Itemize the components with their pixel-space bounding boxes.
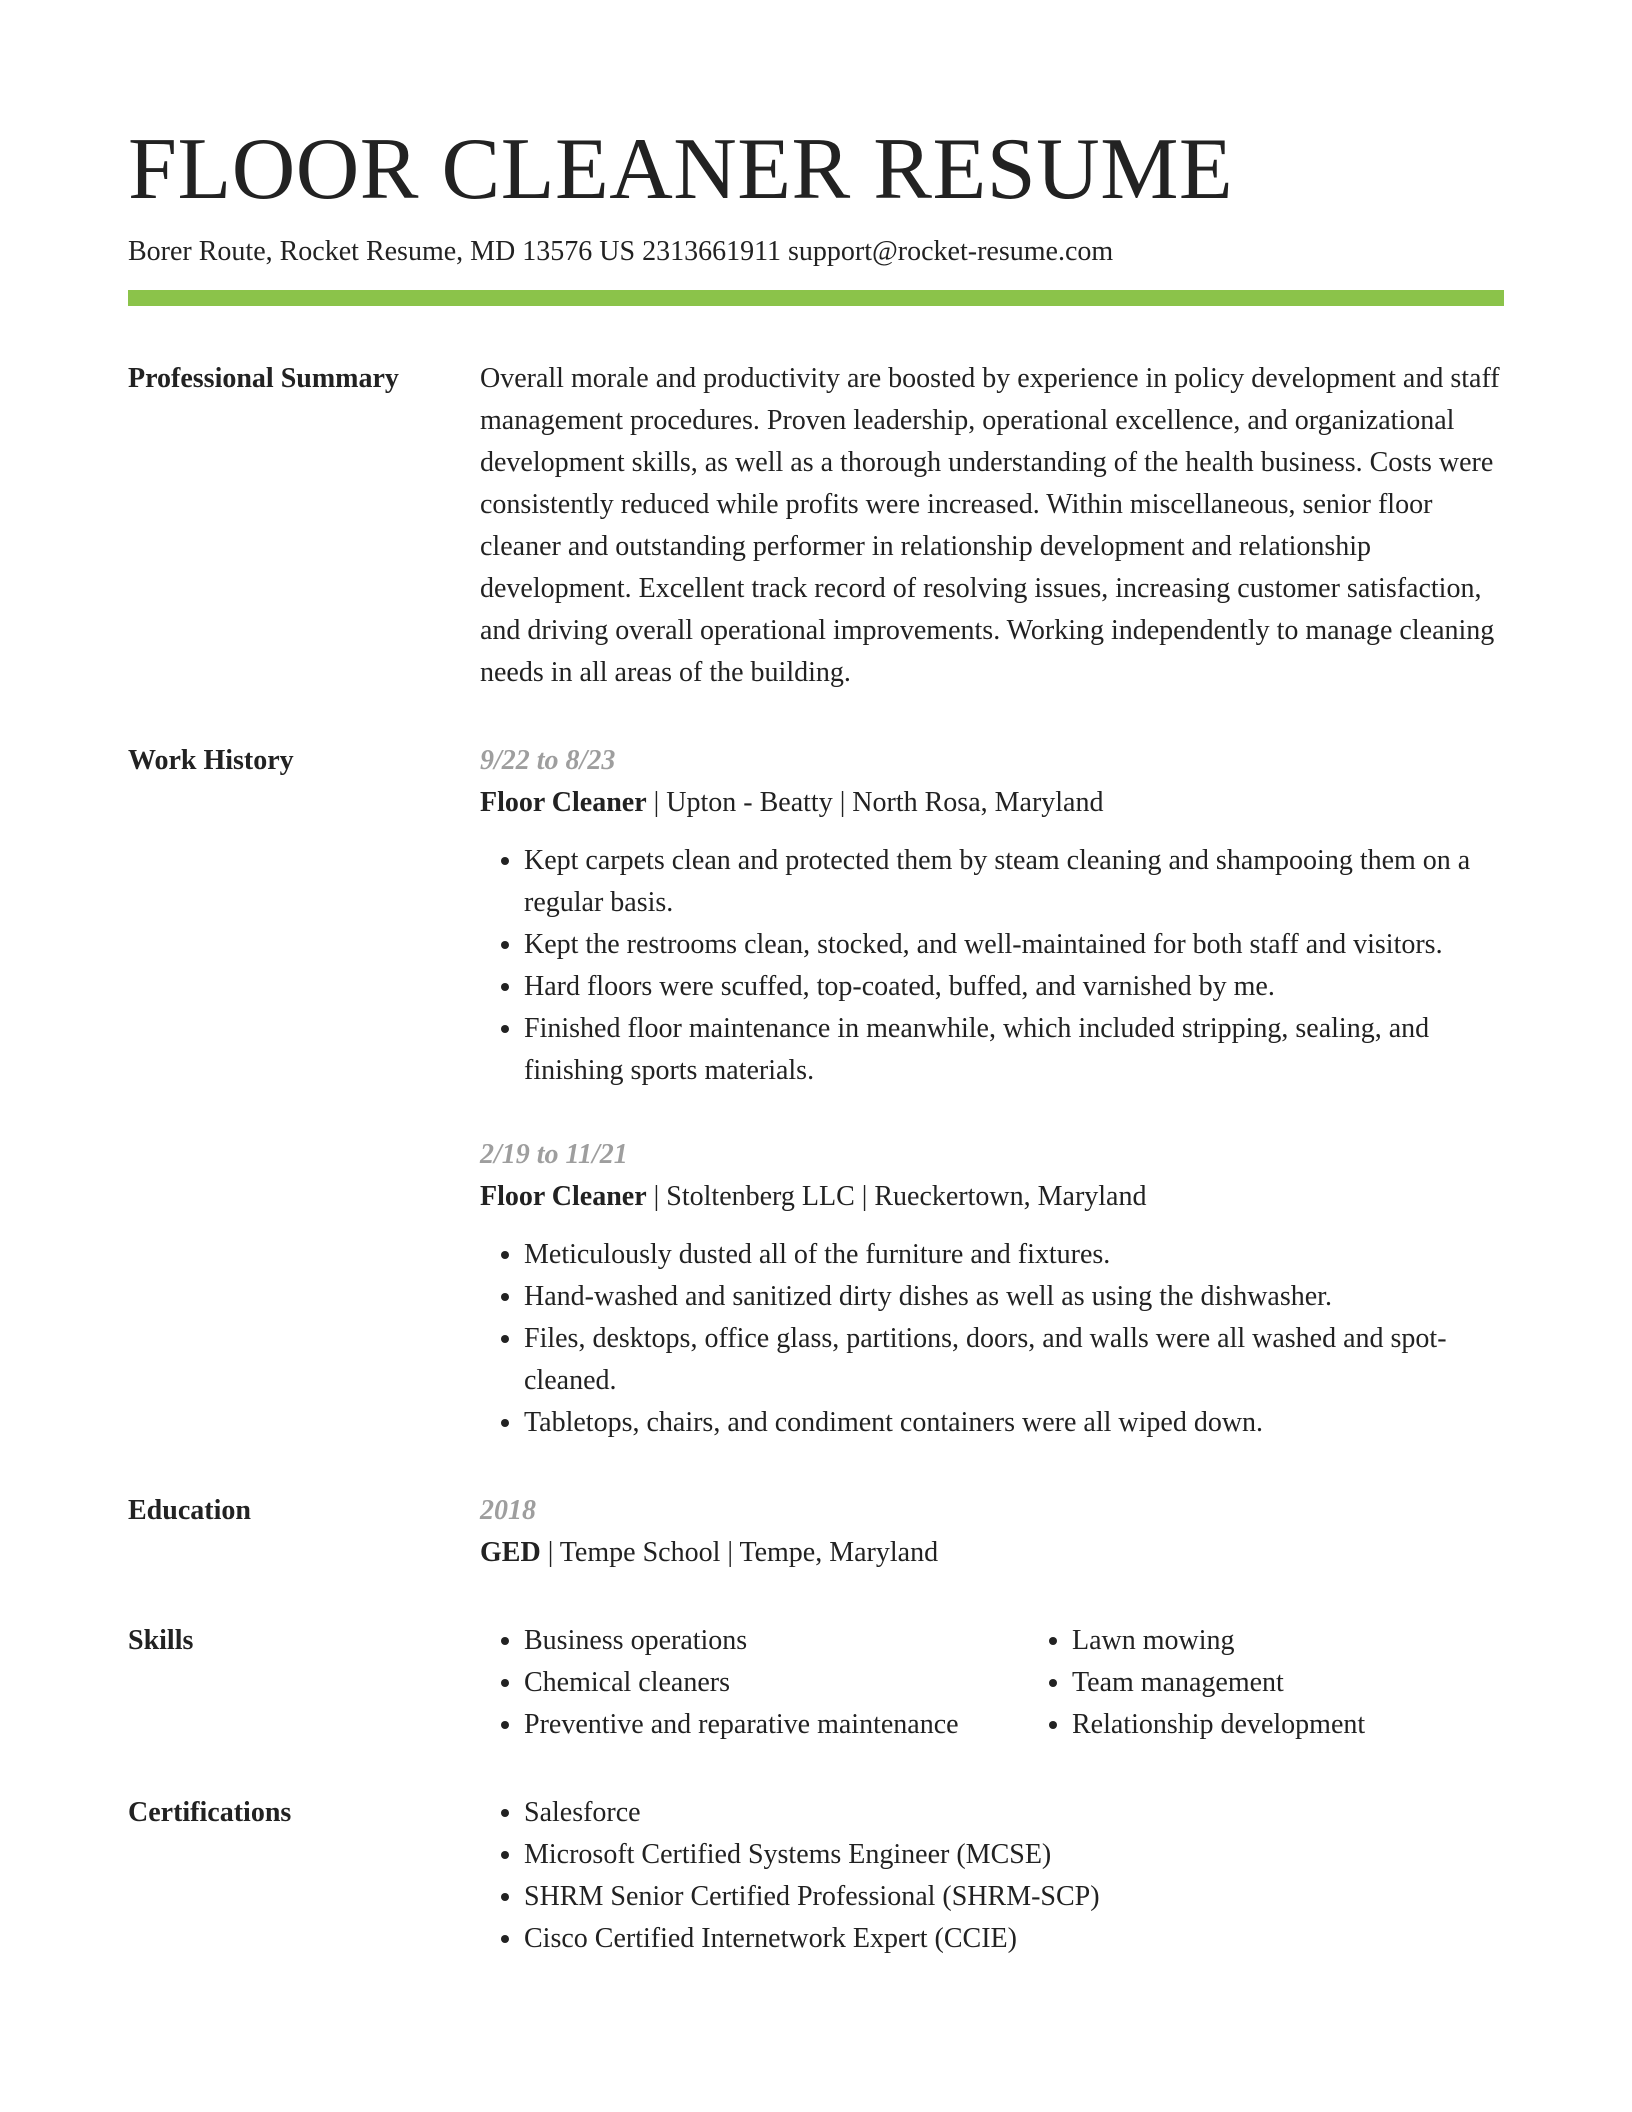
- section-label-education: Education: [128, 1495, 251, 1526]
- job-entry: [480, 1134, 1504, 1444]
- certification-item: • Microsoft Certified Systems Engineer (MCSE): [524, 1834, 1504, 1876]
- job-title: Floor Cleaner: [480, 1181, 647, 1212]
- education-degree: GED: [480, 1537, 541, 1568]
- work-history-section: [128, 740, 1504, 1444]
- skill-item: • Relationship development: [1072, 1704, 1504, 1746]
- education-body: [480, 1490, 1504, 1574]
- summary-body: [480, 358, 1504, 694]
- summary-text: Overall morale and productivity are boosted by experience in policy development and staff management procedures. Proven leadership, operational excellence, and organizational development skills, as well as a thorough understanding of the health business. Costs were consistently reduced while profits were increased. Within miscellaneous, senior floor cleaner and outstanding performer in relationship development and relationship development. Excellent track record of resolving issues, increasing customer satisfaction, and driving overall operational improvements. Working independently to manage cleaning needs in all areas of the building.: [480, 363, 1500, 688]
- contact-line: Borer Route, Rocket Resume, MD 13576 US 2313661911 support@rocket-resume.com: [128, 236, 1114, 267]
- certification-item: • SHRM Senior Certified Professional (SHRM-SCP): [524, 1876, 1504, 1918]
- certification-item: • Salesforce: [524, 1792, 1504, 1834]
- job-role-line: [480, 782, 1504, 824]
- job-role-line: [480, 1176, 1504, 1218]
- skills-body: [480, 1620, 1504, 1746]
- header-divider: [128, 290, 1504, 306]
- job-employer-location: | Upton - Beatty | North Rosa, Maryland: [646, 787, 1104, 818]
- job-dates: 9/22 to 8/23: [480, 745, 616, 776]
- education-school-location: | Tempe School | Tempe, Maryland: [540, 1537, 939, 1568]
- skills-section: [128, 1620, 1504, 1746]
- skill-item: • Business operations: [524, 1620, 1028, 1662]
- section-label-certifications: Certifications: [128, 1797, 292, 1828]
- job-duty: • Hand-washed and sanitized dirty dishes as well as using the dishwasher.: [524, 1276, 1504, 1318]
- certifications-list: [480, 1792, 1504, 1960]
- job-duty: • Finished floor maintenance in meanwhile, which included stripping, sealing, and finishing sports materials.: [524, 1008, 1504, 1092]
- skills-list-column-1: [480, 1620, 1028, 1746]
- skills-columns: [480, 1620, 1504, 1746]
- section-label-work-history: Work History: [128, 745, 294, 776]
- education-line: [480, 1532, 1504, 1574]
- section-label-summary: Professional Summary: [128, 363, 399, 394]
- certifications-body: [480, 1792, 1504, 1960]
- job-duties-list: [480, 840, 1504, 1092]
- job-employer-location: | Stoltenberg LLC | Rueckertown, Maryland: [646, 1181, 1147, 1212]
- job-entry: [480, 740, 1504, 1092]
- job-title: Floor Cleaner: [480, 787, 647, 818]
- job-duty: • Meticulously dusted all of the furniture and fixtures.: [524, 1234, 1504, 1276]
- summary-section: [128, 358, 1504, 694]
- resume-title: FLOOR CLEANER RESUME: [128, 121, 1234, 218]
- education-year: 2018: [480, 1495, 536, 1526]
- job-duty: • Kept carpets clean and protected them by steam cleaning and shampooing them on a regular basis.: [524, 840, 1504, 924]
- work-history-body: [480, 740, 1504, 1444]
- skill-item: • Preventive and reparative maintenance: [524, 1704, 1028, 1746]
- skill-item: • Chemical cleaners: [524, 1662, 1028, 1704]
- certifications-section: [128, 1792, 1504, 1960]
- skill-item: • Team management: [1072, 1662, 1504, 1704]
- job-dates: 2/19 to 11/21: [480, 1139, 628, 1170]
- job-duty: • Files, desktops, office glass, partitions, doors, and walls were all washed and spot-cleaned.: [524, 1318, 1504, 1402]
- job-duty: • Kept the restrooms clean, stocked, and well-maintained for both staff and visitors.: [524, 924, 1504, 966]
- job-duty: • Hard floors were scuffed, top-coated, buffed, and varnished by me.: [524, 966, 1504, 1008]
- skills-list-column-2: [1028, 1620, 1504, 1746]
- education-section: [128, 1490, 1504, 1574]
- job-duties-list: [480, 1234, 1504, 1444]
- section-label-skills: Skills: [128, 1625, 194, 1656]
- job-duty: • Tabletops, chairs, and condiment containers were all wiped down.: [524, 1402, 1504, 1444]
- skill-item: • Lawn mowing: [1072, 1620, 1504, 1662]
- certification-item: • Cisco Certified Internetwork Expert (CCIE): [524, 1918, 1504, 1960]
